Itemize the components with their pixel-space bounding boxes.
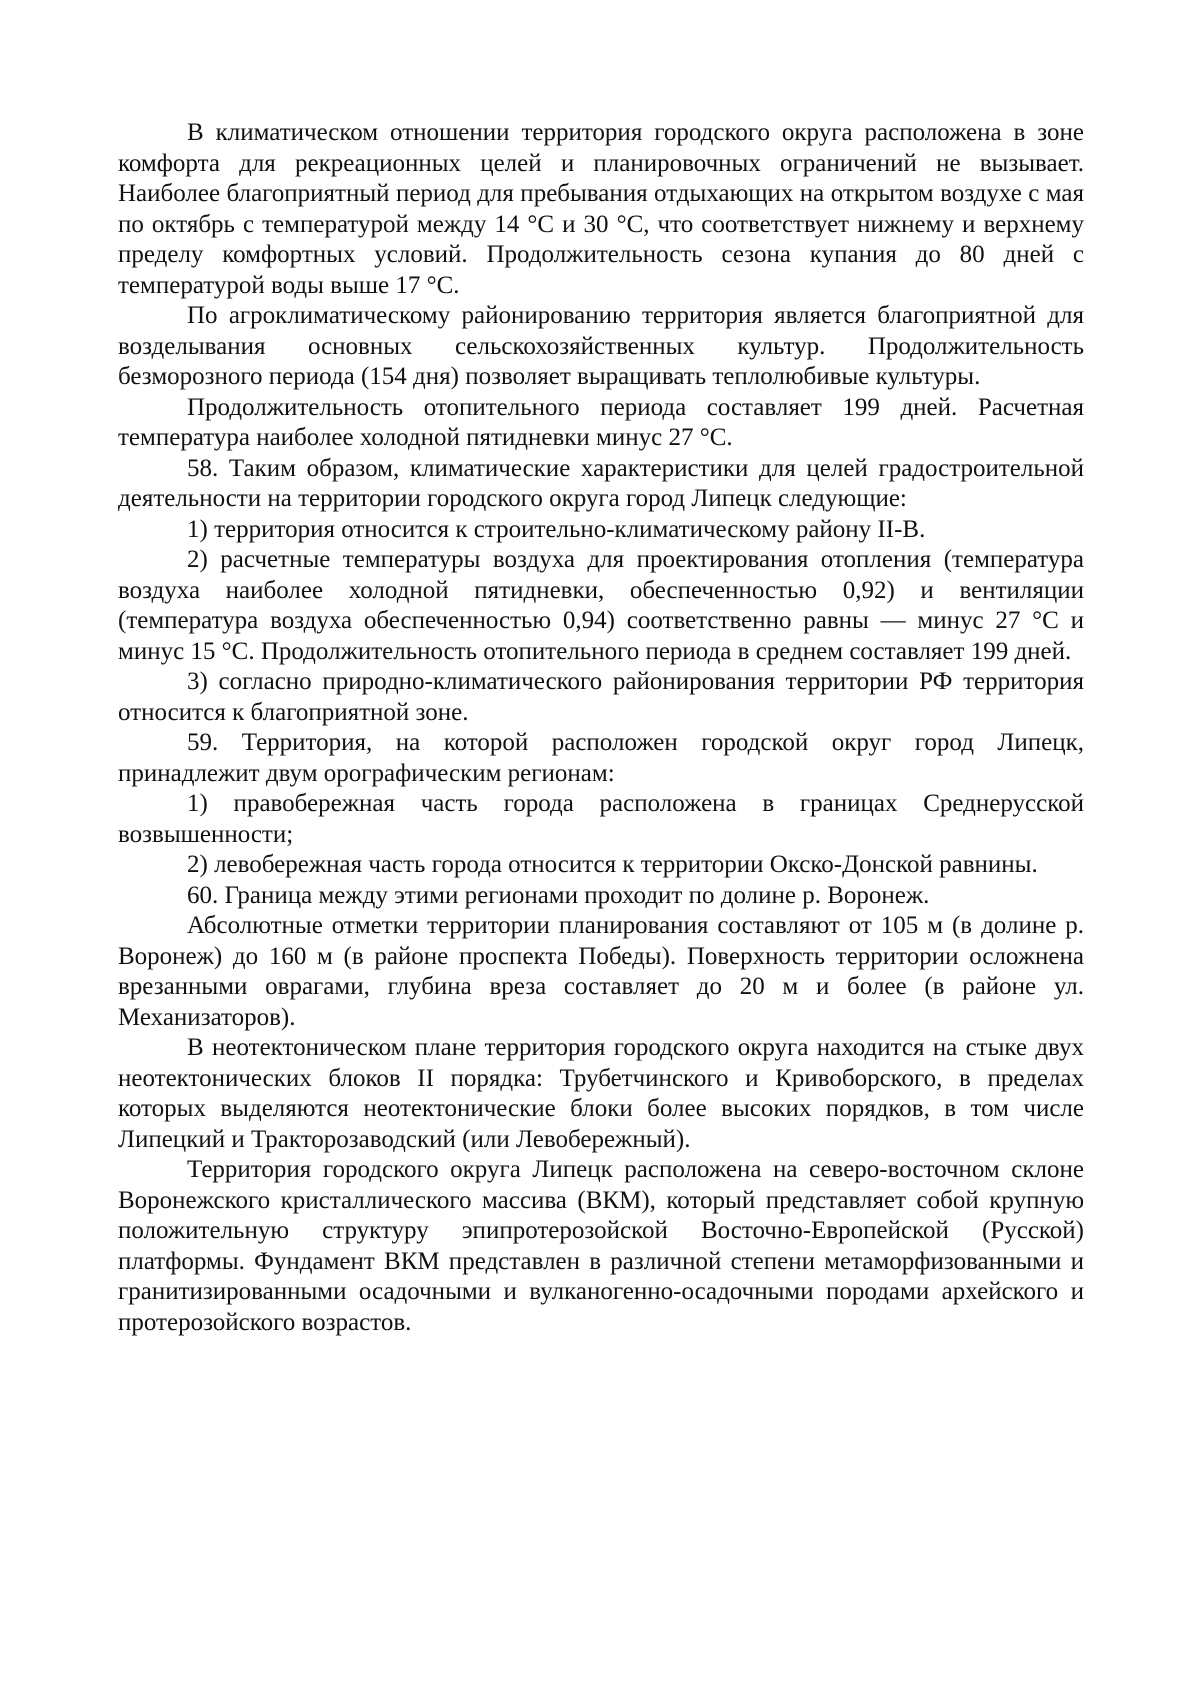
paragraph-item-59: 59. Территория, на которой расположен городской округ город Липецк, принадлежит двум орографическим регионам: (118, 729, 1084, 787)
paragraph-heating-period: Продолжительность отопительного периода составляет 199 дней. Расчетная температура наиболее холодной пятидневки минус 27 °С. (118, 393, 1084, 451)
paragraph-neotectonics: В неотектоническом плане территория городского округа находится на стыке двух неотектонических блоков II порядка: Трубетчинского и Кривоборского, в пределах которых выделяются неотектонические блоки более высоких порядков, в том числе Липецкий и Тракторозаводский (или Левобережный). (118, 1034, 1084, 1153)
paragraph-climate-comfort: В климатическом отношении территория городского округа расположена в зоне комфорта для рекреационных целей и планировочных ограничений не вызывает. Наиболее благоприятный период для пребывания отдыхающих на открытом воздухе с мая по октябрь с температурой между 14 °С и 30 °С, что соответствует нижнему и верхнему пределу комфортных условий. Продолжительность сезона купания до 80 дней с температурой воды выше 17 °С. (118, 119, 1084, 299)
list-item-orography-2: 2) левобережная часть города относится к территории Окско-Донской равнины. (187, 851, 1038, 878)
paragraph-item-58: 58. Таким образом, климатические характеристики для целей градостроительной деятельности на территории городского округа город Липецк следующие: (118, 454, 1084, 512)
paragraph-agroclimate: По агроклиматическому районированию территория является благоприятной для возделывания основных сельскохозяйственных культур. Продолжительность безморозного периода (154 дня) позволяет выращивать теплолюбивые культуры. (118, 302, 1084, 390)
list-item-climate-1: 1) территория относится к строительно-климатическому району II-В. (187, 515, 926, 543)
paragraph-geology: Территория городского округа Липецк расположена на северо-восточном склоне Воронежского кристаллического массива (ВКМ), который представляет собой крупную положительную структуру эпипротерозойской Восточно-Европейской (Русской) платформы. Фундамент ВКМ представлен в различной степени метаморфизованными и гранитизированными осадочными и вулканогенно-осадочными породами архейского и протерозойского возрастов. (118, 1156, 1084, 1336)
document-page (118, 118, 1084, 1338)
list-item-climate-2: 2) расчетные температуры воздуха для проектирования отопления (температура воздуха наиболее холодной пятидневки, обеспеченностью 0,92) и вентиляции (температура воздуха обеспеченностью 0,94) соответственно равны — минус 27 °С и минус 15 °С. Продолжительность отопительного периода в среднем составляет 199 дней. (118, 546, 1084, 665)
paragraph-elevations: Абсолютные отметки территории планирования составляют от 105 м (в долине р. Воронеж) до 160 м (в районе проспекта Победы). Поверхность территории осложнена врезанными оврагами, глубина вреза составляет до 20 м и более (в районе ул. Механизаторов). (118, 912, 1084, 1031)
paragraph-item-60: 60. Граница между этими регионами проходит по долине р. Воронеж. (187, 881, 930, 909)
list-item-climate-3: 3) согласно природно-климатического районирования территории РФ территория относится к благоприятной зоне. (118, 668, 1084, 726)
list-item-orography-1: 1) правобережная часть города расположена в границах Среднерусской возвышенности; (118, 790, 1084, 848)
